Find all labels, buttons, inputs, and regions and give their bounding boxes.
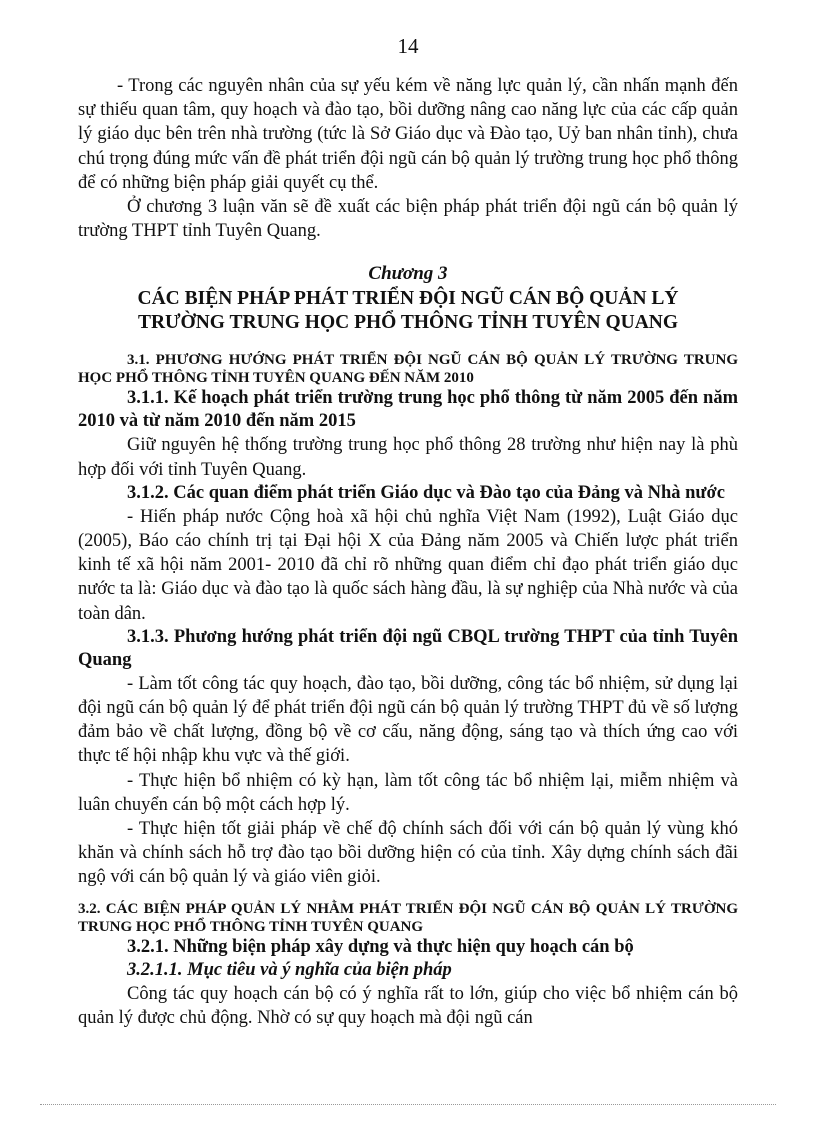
page-bottom-rule [40, 1104, 776, 1105]
section-3-1-2-heading: 3.1.2. Các quan điểm phát triển Giáo dục và Đào tạo của Đảng và Nhà nước [127, 482, 725, 503]
section-3-2-1-1-text: Công tác quy hoạch cán bộ có ý nghĩa rất to lớn, giúp cho việc bổ nhiệm cán bộ quản lý được chủ động. Nhờ có sự quy hoạch mà đội ngũ cán [78, 983, 738, 1028]
section-3-1-heading: 3.1. PHƯƠNG HƯỚNG PHÁT TRIỂN ĐỘI NGŨ CÁN BỘ QUẢN LÝ TRƯỜNG TRUNG HỌC PHỔ THÔNG TỈNH TUYÊN QUANG ĐẾN NĂM 2010 [78, 352, 738, 387]
document-body [78, 74, 738, 1030]
chapter-title [78, 287, 738, 335]
section-3-1-1-heading: 3.1.1. Kế hoạch phát triển trường trung học phổ thông từ năm 2005 đến năm 2010 và từ năm 2010 đến năm 2015 [78, 388, 738, 432]
chapter-title-line-2: TRƯỜNG TRUNG HỌC PHỔ THÔNG TỈNH TUYÊN QUANG [137, 312, 679, 334]
section-gap [78, 890, 738, 900]
intro-paragraph-1: - Trong các nguyên nhân của sự yếu kém về năng lực quản lý, cần nhấn mạnh đến sự thiếu quan tâm, quy hoạch và đào tạo, bồi dưỡng nâng cao năng lực của các cấp quản lý giáo dục bên trên nhà trường (tức là Sở Giáo dục và Đào tạo, Uỷ ban nhân tỉnh), chưa chú trọng đúng mức vấn đề phát triển đội ngũ cán bộ quản lý trường trung học phổ thông để có những biện pháp giải quyết cụ thể. [78, 76, 738, 193]
section-3-1-3-paragraph-2: - Thực hiện bổ nhiệm có kỳ hạn, làm tốt công tác bổ nhiệm lại, miễm nhiệm và luân chuyển cán bộ một cách hợp lý. [78, 770, 738, 815]
section-3-1-2-text: - Hiến pháp nước Cộng hoà xã hội chủ nghĩa Việt Nam (1992), Luật Giáo dục (2005), Báo cáo chính trị tại Đại hội X của Đảng năm 2005 và Chiến lược phát triển kinh tế xã hội năm 2001- 2010 đã chỉ rõ những quan điểm chỉ đạo phát triển giáo dục nước ta là: Giáo dục và đào tạo là quốc sách hàng đầu, là sự nghiệp của Nhà nước và của toàn dân. [78, 506, 738, 624]
chapter-title-line-1: CÁC BIỆN PHÁP PHÁT TRIỂN ĐỘI NGŨ CÁN BỘ QUẢN LÝ [137, 288, 679, 310]
section-3-2-1-1-heading: 3.2.1.1. Mục tiêu và ý nghĩa của biện pháp [127, 959, 452, 980]
chapter-label: Chương 3 [368, 263, 448, 285]
section-3-1-3-heading: 3.1.3. Phương hướng phát triển đội ngũ CBQL trường THPT của tỉnh Tuyên Quang [78, 626, 738, 670]
section-3-1-1-text: Giữ nguyên hệ thống trường trung học phổ thông 28 trường như hiện nay là phù hợp đối với tỉnh Tuyên Quang. [78, 435, 738, 480]
section-3-2-1-heading: 3.2.1. Những biện pháp xây dựng và thực hiện quy hoạch cán bộ [127, 936, 634, 957]
section-3-1-3-paragraph-3: - Thực hiện tốt giải pháp về chế độ chính sách đối với cán bộ quản lý vùng khó khăn và chính sách hỗ trợ đào tạo bồi dưỡng hiện có của tỉnh. Xây dựng chính sách đãi ngộ với cán bộ quản lý và giáo viên giỏi. [78, 819, 738, 888]
intro-paragraph-2: Ở chương 3 luận văn sẽ đề xuất các biện pháp phát triển đội ngũ cán bộ quản lý trường THPT tỉnh Tuyên Quang. [78, 197, 738, 242]
section-3-2-heading: 3.2. CÁC BIỆN PHÁP QUẢN LÝ NHẰM PHÁT TRIỂN ĐỘI NGŨ CÁN BỘ QUẢN LÝ TRƯỜNG TRUNG HỌC PHỔ THÔNG TỈNH TUYÊN QUANG [78, 900, 738, 935]
section-3-1-3-paragraph-1: - Làm tốt công tác quy hoạch, đào tạo, bồi dưỡng, công tác bổ nhiệm, sử dụng lại đội ngũ cán bộ quản lý để phát triển đội ngũ cán bộ quản lý trường THPT đủ về số lượng đảm bảo về chất lượng, đồng bộ về cơ cấu, năng động, sáng tạo và thích ứng cao với thực tế hội nhập khu vực và thế giới. [78, 673, 738, 767]
page-number: 14 [397, 34, 419, 58]
